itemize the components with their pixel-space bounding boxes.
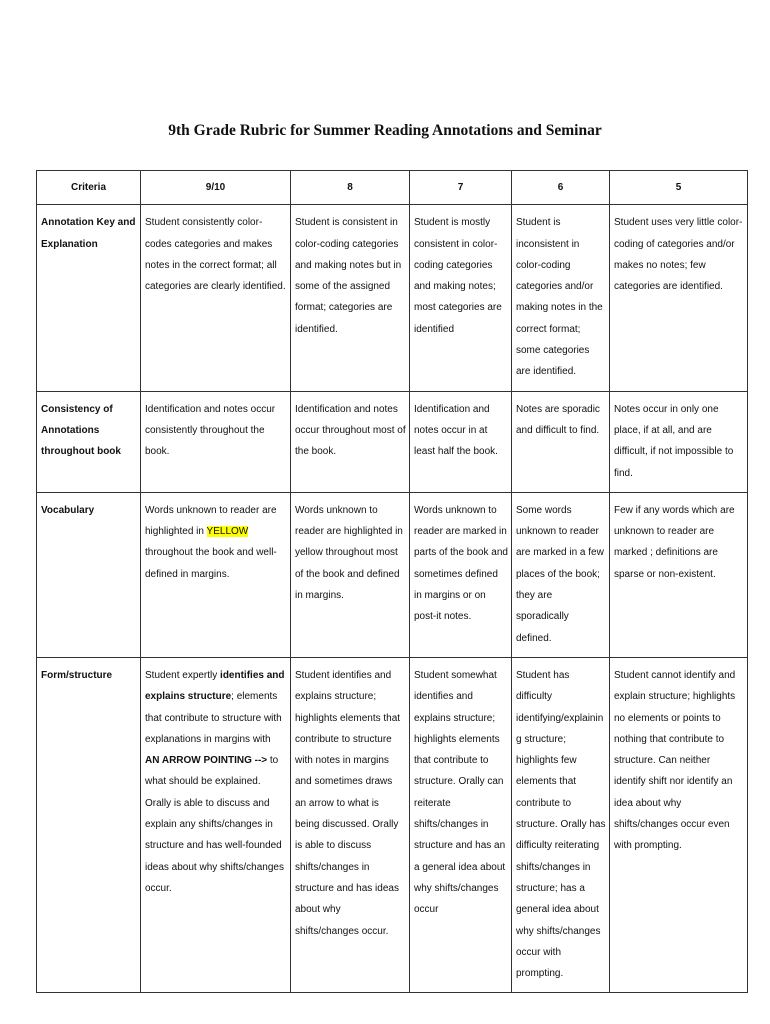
header-score-8: 8: [291, 171, 410, 205]
cell-9-10: Identification and notes occur consistently throughout the book.: [141, 391, 291, 492]
header-score-6: 6: [512, 171, 610, 205]
cell-9-10: Student consistently color-codes categories and makes notes in the correct format; all categories are clearly identified.: [141, 205, 291, 391]
cell-7: Identification and notes occur in at least half the book.: [410, 391, 512, 492]
cell-8: Identification and notes occur throughout most of the book.: [291, 391, 410, 492]
cell-5: Few if any words which are unknown to reader are marked ; definitions are sparse or non-existent.: [610, 492, 748, 657]
bold-text: identifies and explains structure: [145, 669, 285, 703]
header-criteria: Criteria: [37, 171, 141, 205]
criteria-cell: Consistency of Annotations throughout book: [37, 391, 141, 492]
cell-8: Student identifies and explains structure; highlights elements that contribute to structure with notes in margins and sometimes draws an arrow to what is being discussed. Orally is able to discuss shifts/changes in structure and has ideas about why shifts/changes occur.: [291, 657, 410, 992]
rubric-table: [36, 170, 748, 993]
cell-7: Student is mostly consistent in color-coding categories and making notes; most categories are identified: [410, 205, 512, 391]
text-part: to what should be explained. Orally is able to discuss and explain any shifts/changes in structure and has well-founded ideas about why shifts/changes occur.: [145, 755, 284, 894]
page-title: 9th Grade Rubric for Summer Reading Annotations and Seminar: [168, 122, 602, 139]
table-row: [37, 657, 748, 992]
cell-6: Some words unknown to reader are marked in a few places of the book; they are sporadically defined.: [512, 492, 610, 657]
criteria-cell: Form/structure: [37, 657, 141, 992]
text-part: throughout the book and well-defined in margins.: [145, 547, 277, 580]
criteria-cell: Vocabulary: [37, 492, 141, 657]
cell-6: Student has difficulty identifying/explaining structure; highlights few elements that contribute to structure. Orally has difficulty reiterating shifts/changes in structure; has a general idea about why shifts/changes occur with prompting.: [512, 657, 610, 992]
text-part: Student expertly: [145, 669, 221, 681]
header-score-7: 7: [410, 171, 512, 205]
table-row: [37, 391, 748, 492]
text-part: ; elements that contribute to structure with explanations in margins with: [145, 691, 282, 745]
cell-9-10: [141, 657, 291, 992]
header-score-9-10: 9/10: [141, 171, 291, 205]
cell-5: Notes occur in only one place, if at all, and are difficult, if not impossible to find.: [610, 391, 748, 492]
cell-9-10: [141, 492, 291, 657]
text-part: Words unknown to reader are highlighted in: [145, 504, 277, 538]
cell-5: Student cannot identify and explain structure; highlights no elements or points to nothing that contribute to structure. Can neither identify shift nor identify an idea about why shifts/changes occur even with prompting.: [610, 657, 748, 992]
bold-text: AN ARROW POINTING -->: [145, 755, 268, 767]
cell-7: Words unknown to reader are marked in parts of the book and sometimes defined in margins or on post-it notes.: [410, 492, 512, 657]
header-row: [37, 171, 748, 205]
cell-6: Notes are sporadic and difficult to find.: [512, 391, 610, 492]
cell-6: Student is inconsistent in color-coding categories and/or making notes in the correct format; some categories are identified.: [512, 205, 610, 391]
header-score-5: 5: [610, 171, 748, 205]
table-row: [37, 492, 748, 657]
criteria-cell: Annotation Key and Explanation: [37, 205, 141, 391]
cell-7: Student somewhat identifies and explains structure; highlights elements that contribute to structure. Orally can reiterate shifts/changes in structure and has an a general idea about why shifts/changes occur: [410, 657, 512, 992]
yellow-highlight: YELLOW: [206, 526, 249, 538]
cell-8: Student is consistent in color-coding categories and making notes but in some of the assigned format; categories are identified.: [291, 205, 410, 391]
cell-8: Words unknown to reader are highlighted in yellow throughout most of the book and defined in margins.: [291, 492, 410, 657]
table-row: [37, 205, 748, 391]
cell-5: Student uses very little color-coding of categories and/or makes no notes; few categories are identified.: [610, 205, 748, 391]
